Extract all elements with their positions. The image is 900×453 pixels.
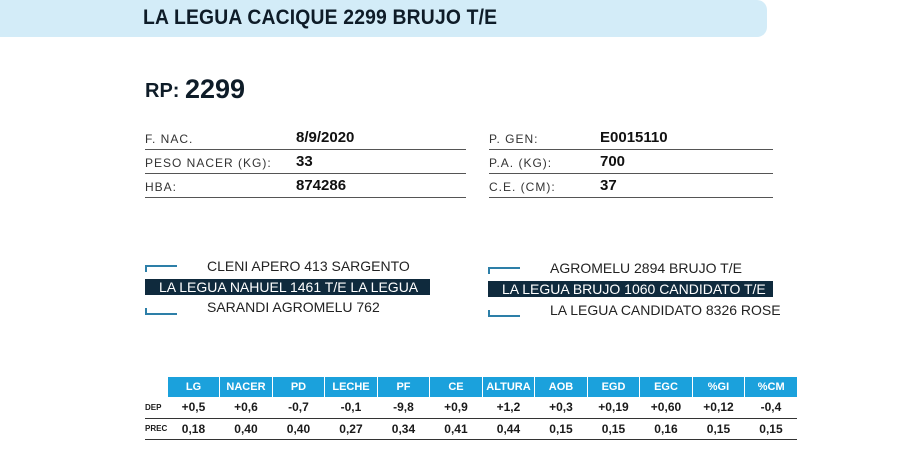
pedigree-sire xyxy=(145,257,435,319)
dep-table xyxy=(145,377,797,440)
sire-name: LA LEGUA NAHUEL 1461 T/E LA LEGUA xyxy=(145,279,430,295)
table-cell: 0,27 xyxy=(325,418,378,439)
column-header: LG xyxy=(167,377,220,397)
column-header: PF xyxy=(377,377,430,397)
table-cell: 0,16 xyxy=(640,418,693,439)
row-label: DEP xyxy=(145,397,167,418)
table-cell: 0,15 xyxy=(535,418,588,439)
info-row xyxy=(145,126,466,150)
info-label: C.E. (CM): xyxy=(489,180,556,194)
rp-label: RP: xyxy=(145,80,180,102)
table-cell: 0,41 xyxy=(430,418,483,439)
info-label: PESO NACER (KG): xyxy=(145,156,272,170)
table-cell: 0,40 xyxy=(220,418,273,439)
info-row xyxy=(489,174,773,198)
column-header: EGD xyxy=(587,377,640,397)
column-header: CE xyxy=(430,377,483,397)
column-header: LECHE xyxy=(325,377,378,397)
table-cell: 0,34 xyxy=(377,418,430,439)
table-cell: +0,12 xyxy=(692,397,745,418)
info-label: F. NAC. xyxy=(145,132,194,146)
info-value: 874286 xyxy=(296,177,347,194)
table-cell: 0,15 xyxy=(692,418,745,439)
table-cell: +0,9 xyxy=(430,397,483,418)
table-cell: -0,7 xyxy=(272,397,325,418)
dam-name: LA LEGUA BRUJO 1060 CANDIDATO T/E xyxy=(488,281,773,297)
info-row xyxy=(145,174,466,198)
info-value: 8/9/2020 xyxy=(296,129,355,146)
page-title: LA LEGUA CACIQUE 2299 BRUJO T/E xyxy=(143,6,498,29)
table-cell: +0,5 xyxy=(167,397,220,418)
table-cell: +0,6 xyxy=(220,397,273,418)
table-cell: +1,2 xyxy=(482,397,535,418)
bracket-bottom xyxy=(488,310,520,317)
bracket-top xyxy=(145,265,177,272)
table-cell: 0,15 xyxy=(745,418,798,439)
column-header: %GI xyxy=(692,377,745,397)
dam-father: AGROMELU 2894 BRUJO T/E xyxy=(550,260,742,276)
row-label: PREC xyxy=(145,418,167,439)
sire-father: CLENI APERO 413 SARGENTO xyxy=(207,258,410,274)
info-value: 37 xyxy=(600,177,617,194)
info-label: P. GEN: xyxy=(489,132,539,146)
column-header: NACER xyxy=(220,377,273,397)
info-value: 33 xyxy=(296,153,313,170)
column-header: EGC xyxy=(640,377,693,397)
info-row xyxy=(145,150,466,174)
column-header: %CM xyxy=(745,377,798,397)
rp-value: 2299 xyxy=(185,74,246,104)
column-header: ALTURA xyxy=(482,377,535,397)
column-header: AOB xyxy=(535,377,588,397)
table-cell: +0,60 xyxy=(640,397,693,418)
pedigree-dam xyxy=(488,259,788,321)
info-label: P.A. (KG): xyxy=(489,156,553,170)
info-row xyxy=(489,150,773,174)
table-cell: 0,15 xyxy=(587,418,640,439)
bracket-bottom xyxy=(145,308,177,315)
table-cell: +0,3 xyxy=(535,397,588,418)
table-cell: +0,19 xyxy=(587,397,640,418)
sire-mother: SARANDI AGROMELU 762 xyxy=(207,299,380,315)
table-cell: -0,4 xyxy=(745,397,798,418)
info-value: 700 xyxy=(600,153,626,170)
table-cell: -0,1 xyxy=(325,397,378,418)
column-header: PD xyxy=(272,377,325,397)
info-value: E0015110 xyxy=(600,129,668,146)
table-cell: -9,8 xyxy=(377,397,430,418)
table-cell: 0,18 xyxy=(167,418,220,439)
dam-mother: LA LEGUA CANDIDATO 8326 ROSE xyxy=(550,302,781,318)
corner-cell xyxy=(145,377,167,397)
info-label: HBA: xyxy=(145,180,178,194)
table-cell: 0,44 xyxy=(482,418,535,439)
table-cell: 0,40 xyxy=(272,418,325,439)
bracket-top xyxy=(488,267,520,274)
info-row xyxy=(489,126,773,150)
